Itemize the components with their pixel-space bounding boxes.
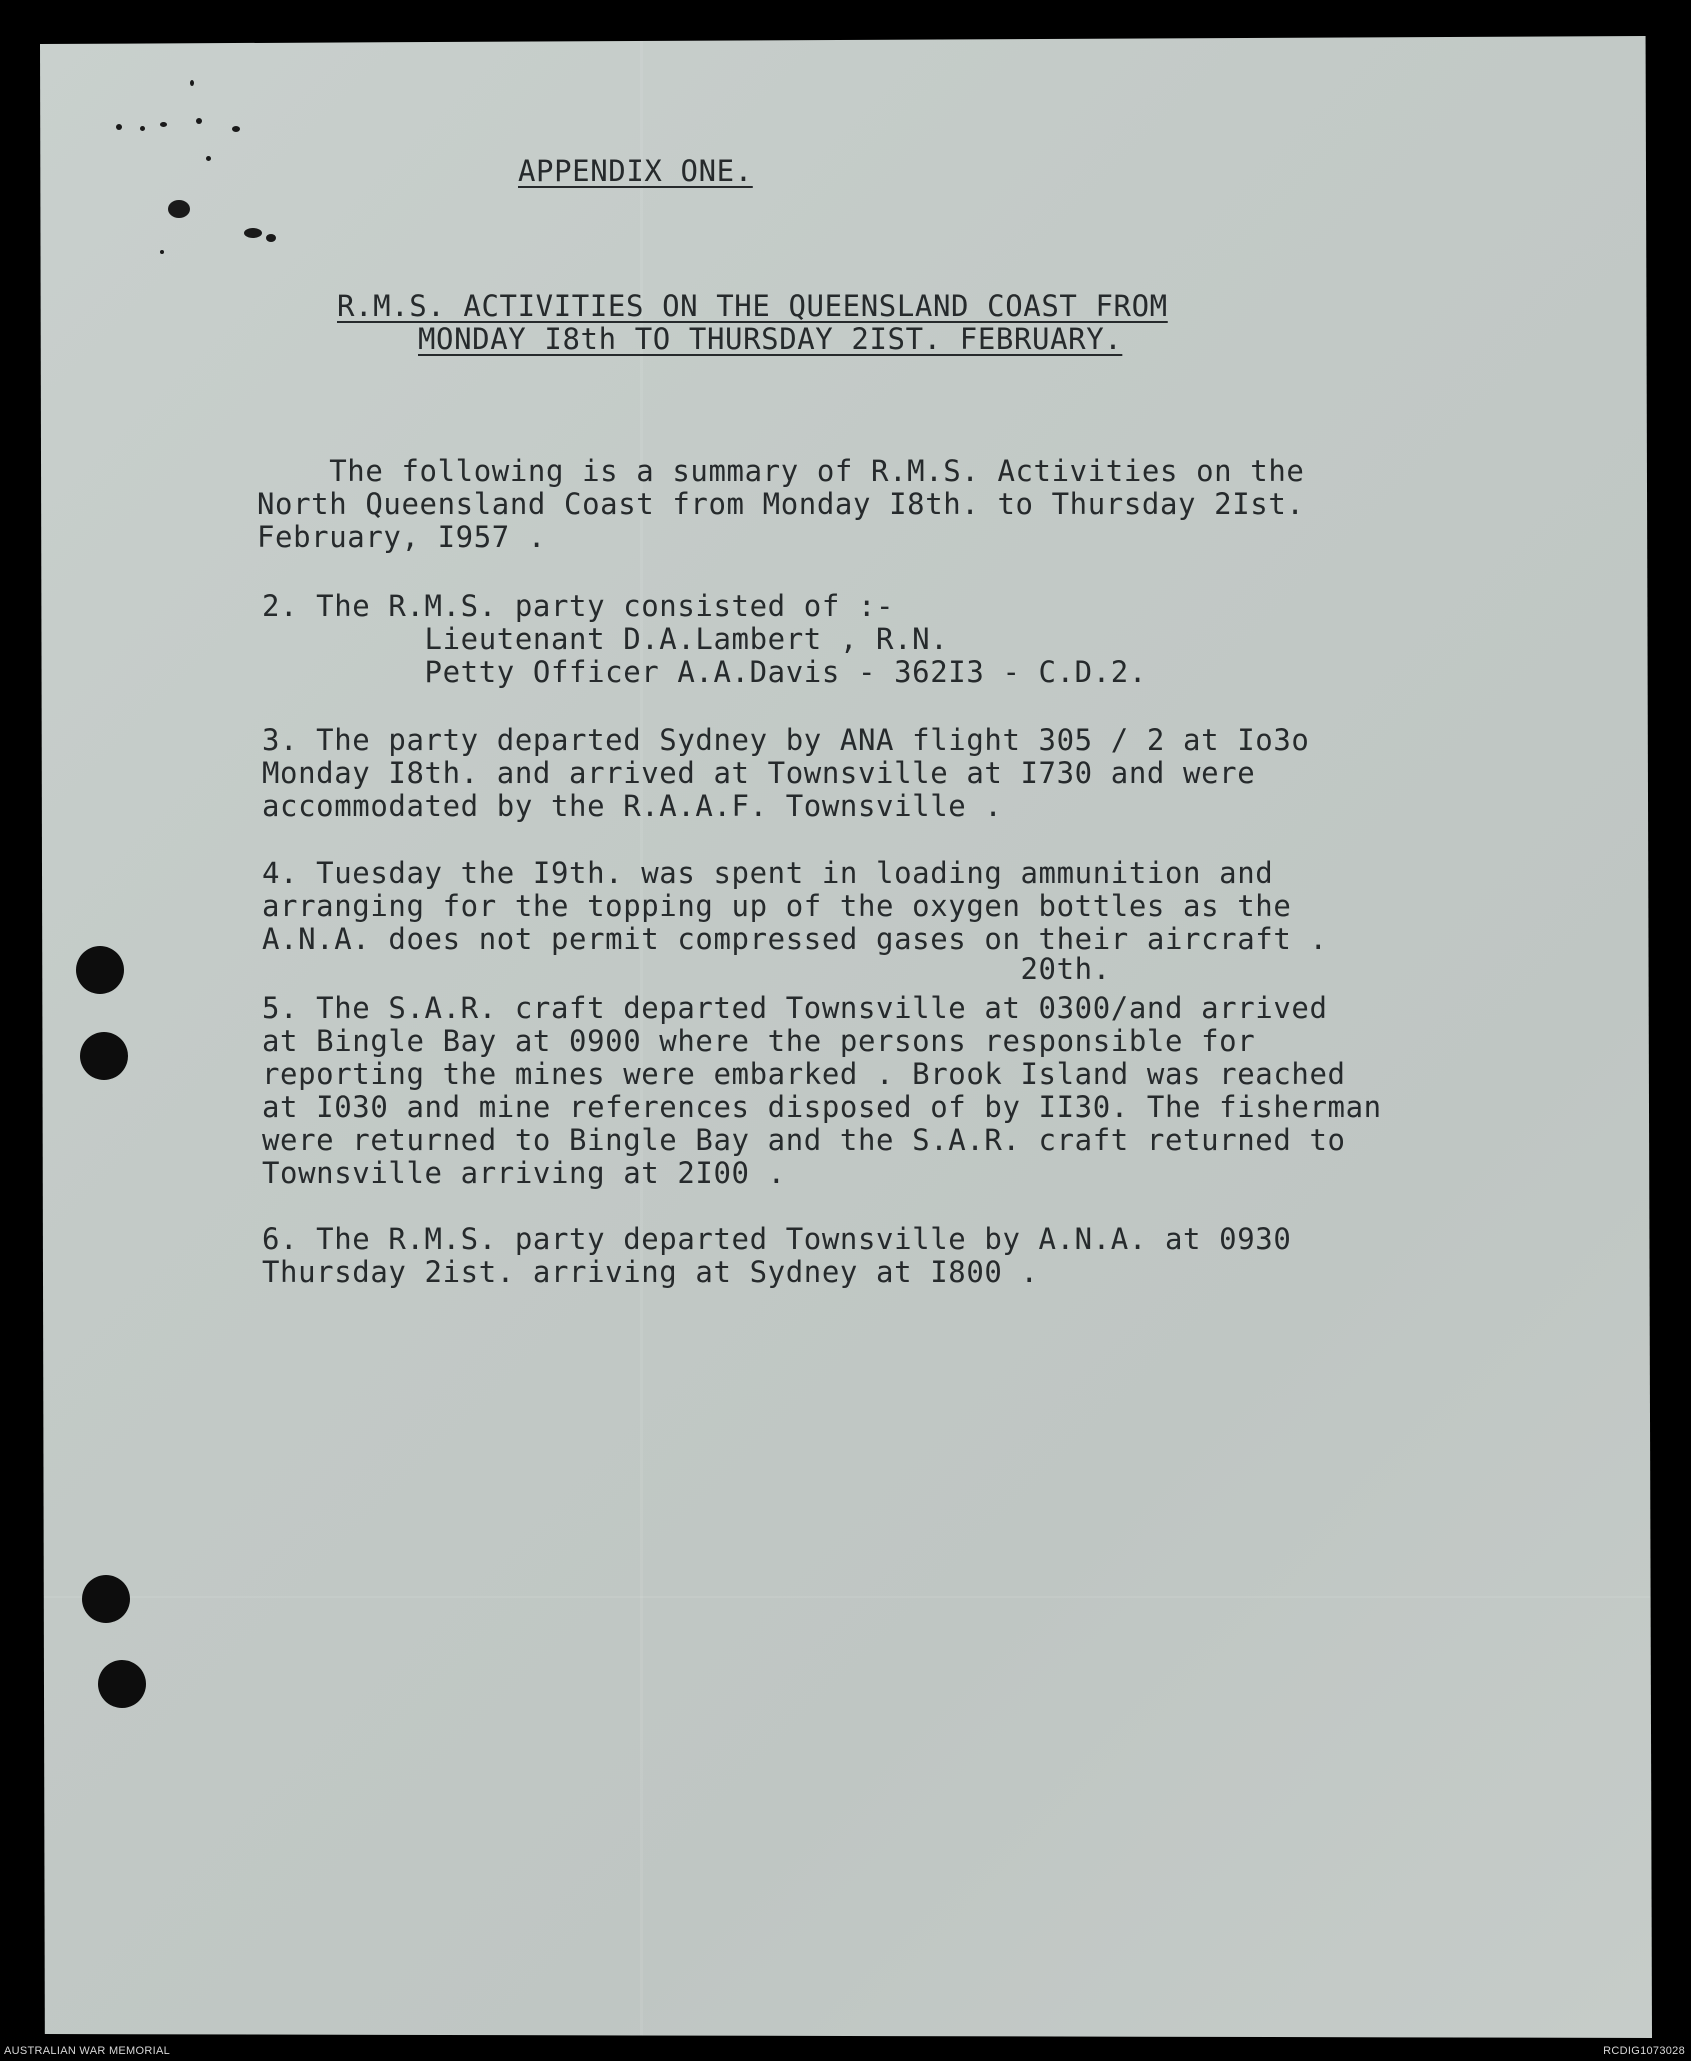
- text-line: Townsville arriving at 2I00 .: [262, 1156, 786, 1190]
- text-line: 20th.: [262, 952, 1111, 986]
- text-line: reporting the mines were embarked . Brook Island was reached: [262, 1057, 1346, 1091]
- punch-hole: [76, 946, 124, 994]
- text-line: arranging for the topping up of the oxygen bottles as the: [262, 889, 1292, 923]
- text-line: Thursday 2ist. arriving at Sydney at I800 .: [262, 1255, 1039, 1289]
- text-line: 3. The party departed Sydney by ANA flight 305 / 2 at Io3o: [262, 723, 1310, 757]
- heading-line-1: R.M.S. ACTIVITIES ON THE QUEENSLAND COAST FROM: [337, 289, 1168, 323]
- footer-right-label: RCDIG1073028: [1603, 2045, 1685, 2057]
- text-line: were returned to Bingle Bay and the S.A.R. craft returned to: [262, 1123, 1346, 1157]
- text-line: North Queensland Coast from Monday I8th. to Thursday 2Ist.: [257, 487, 1305, 521]
- text-line: Petty Officer A.A.Davis - 362I3 - C.D.2.: [262, 655, 1147, 689]
- text-line: The following is a summary of R.M.S. Activities on the: [257, 454, 1305, 488]
- heading-line-2: MONDAY I8th TO THURSDAY 2IST. FEBRUARY.: [418, 322, 1123, 356]
- text-line: 5. The S.A.R. craft departed Townsville at 0300/and arrived: [262, 991, 1328, 1025]
- punch-hole: [98, 1660, 146, 1708]
- text-line: A.N.A. does not permit compressed gases on their aircraft .: [262, 922, 1328, 956]
- text-line: at Bingle Bay at 0900 where the persons responsible for: [262, 1024, 1256, 1058]
- punch-hole: [80, 1032, 128, 1080]
- text-line: February, I957 .: [257, 520, 546, 554]
- footer-left-label: AUSTRALIAN WAR MEMORIAL: [4, 2045, 171, 2057]
- punch-hole: [82, 1575, 130, 1623]
- text-line: 6. The R.M.S. party departed Townsville by A.N.A. at 0930: [262, 1222, 1292, 1256]
- text-line: Monday I8th. and arrived at Townsville at I730 and were: [262, 756, 1256, 790]
- appendix-title: APPENDIX ONE.: [518, 154, 753, 188]
- text-line: at I030 and mine references disposed of by II30. The fisherman: [262, 1090, 1382, 1124]
- text-line: 2. The R.M.S. party consisted of :-: [262, 589, 895, 623]
- text-line: accommodated by the R.A.A.F. Townsville .: [262, 789, 1003, 823]
- text-line: Lieutenant D.A.Lambert , R.N.: [262, 622, 949, 656]
- text-line: 4. Tuesday the I9th. was spent in loading ammunition and: [262, 856, 1274, 890]
